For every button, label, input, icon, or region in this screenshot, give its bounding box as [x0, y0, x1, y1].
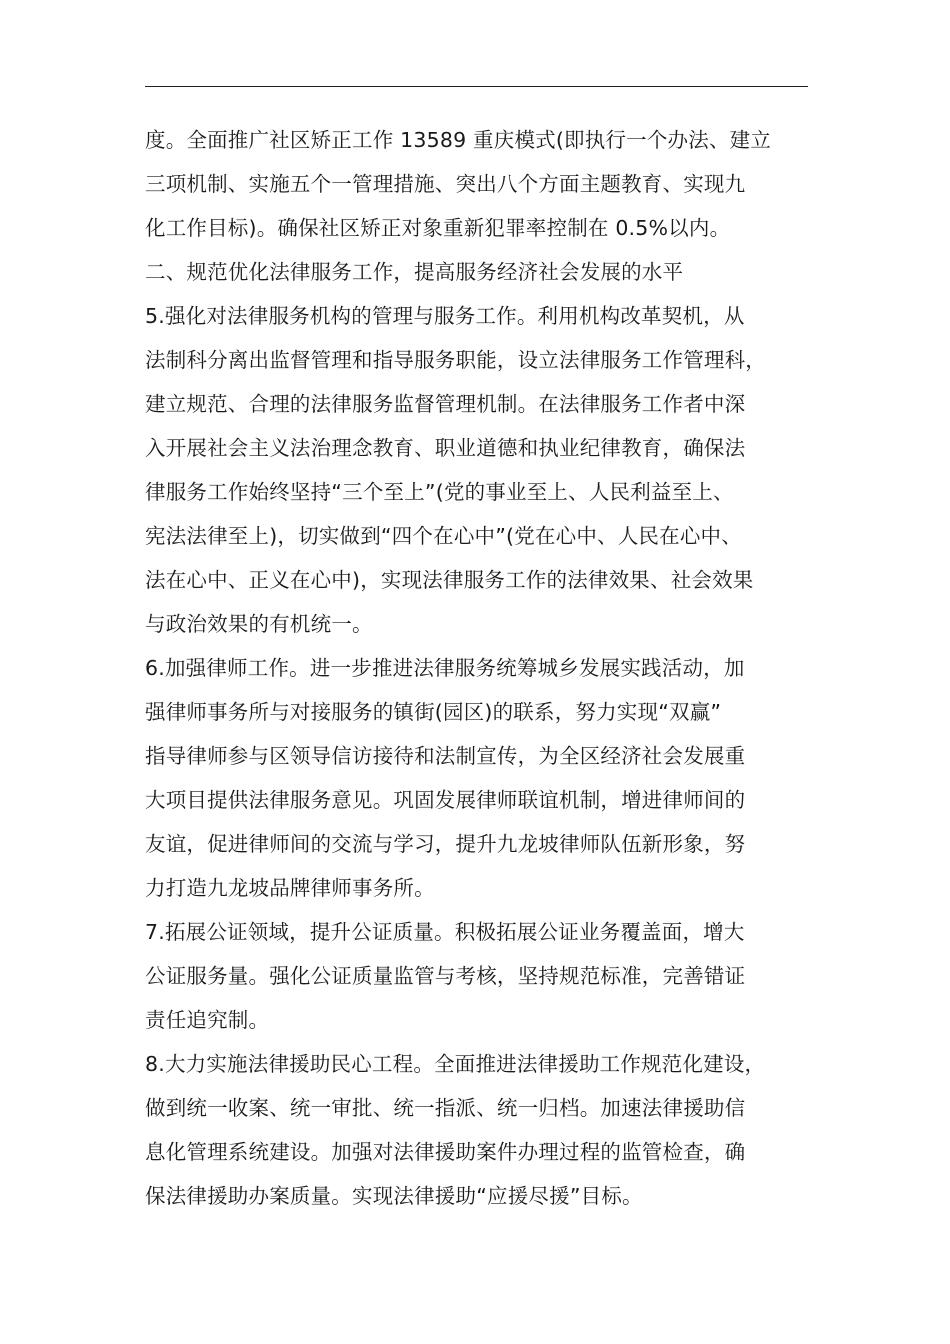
text-line: 6.加强律师工作。进一步推进法律服务统筹城乡发展实践活动，加	[145, 656, 745, 680]
text-line: 与政治效果的有机统一。	[145, 612, 373, 636]
text-line: 强律师事务所与对接服务的镇街(园区)的联系，努力实现“双赢”	[145, 700, 722, 724]
text-line: 5.强化对法律服务机构的管理与服务工作。利用机构改革契机，从	[145, 304, 745, 328]
text-line: 息化管理系统建设。加强对法律援助案件办理过程的监管检查，确	[145, 1140, 746, 1164]
text-line: 律服务工作始终坚持“三个至上”(党的事业至上、人民利益至上、	[145, 480, 734, 504]
text-line: 法在心中、正义在心中)，实现法律服务工作的法律效果、社会效果	[145, 568, 754, 592]
text-line: 8.大力实施法律援助民心工程。全面推进法律援助工作规范化建设，	[145, 1052, 766, 1076]
text-line: 化工作目标)。确保社区矫正对象重新犯罪率控制在 0.5%以内。	[145, 216, 731, 240]
text-line: 力打造九龙坡品牌律师事务所。	[145, 876, 435, 900]
text-line: 度。全面推广社区矫正工作 13589 重庆模式(即执行一个办法、建立	[145, 128, 772, 152]
header-rule	[145, 86, 808, 87]
text-line: 保法律援助办案质量。实现法律援助“应援尽援”目标。	[145, 1184, 643, 1208]
text-line: 做到统一收案、统一审批、统一指派、统一归档。加速法律援助信	[145, 1096, 746, 1120]
body-text	[145, 118, 825, 1218]
text-line: 公证服务量。强化公证质量监管与考核，坚持规范标准，完善错证	[145, 964, 746, 988]
text-line: 三项机制、实施五个一管理措施、突出八个方面主题教育、实现九	[145, 172, 746, 196]
text-line: 指导律师参与区领导信访接待和法制宣传，为全区经济社会发展重	[145, 744, 746, 768]
text-line: 7.拓展公证领域，提升公证质量。积极拓展公证业务覆盖面，增大	[145, 920, 745, 944]
text-line: 建立规范、合理的法律服务监督管理机制。在法律服务工作者中深	[145, 392, 746, 416]
section-heading: 二、规范优化法律服务工作，提高服务经济社会发展的水平	[145, 260, 684, 284]
text-line: 责任追究制。	[145, 1008, 270, 1032]
text-line: 法制科分离出监督管理和指导服务职能，设立法律服务工作管理科，	[145, 348, 766, 372]
text-line: 入开展社会主义法治理念教育、职业道德和执业纪律教育，确保法	[145, 436, 746, 460]
text-line: 宪法法律至上)，切实做到“四个在心中”(党在心中、人民在心中、	[145, 524, 742, 548]
text-line: 友谊，促进律师间的交流与学习，提升九龙坡律师队伍新形象，努	[145, 832, 746, 856]
text-line: 大项目提供法律服务意见。巩固发展律师联谊机制，增进律师间的	[145, 788, 746, 812]
